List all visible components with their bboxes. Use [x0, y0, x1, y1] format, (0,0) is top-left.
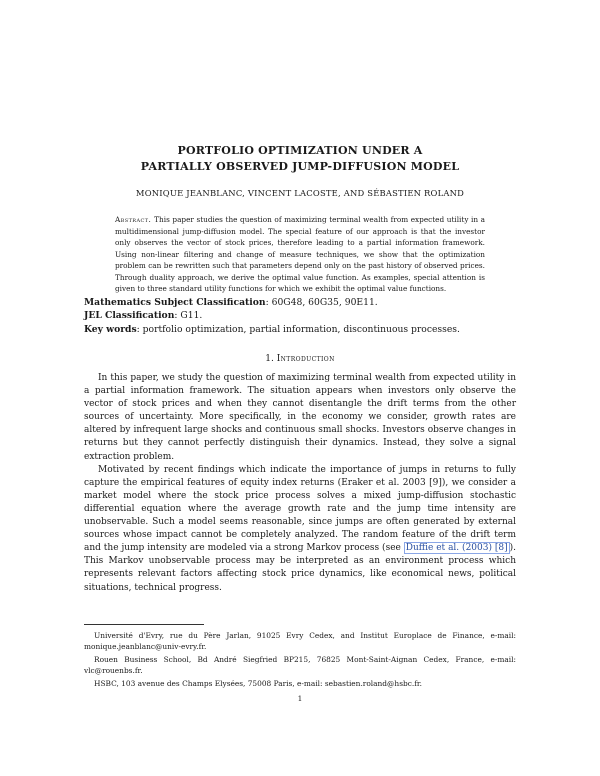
- abstract-label: Abstract.: [115, 215, 152, 224]
- section-heading: [0, 354, 600, 364]
- title-line-1: PORTFOLIO OPTIMIZATION UNDER A: [177, 144, 423, 157]
- footnotes: [84, 630, 516, 691]
- footnote-2: Rouen Business School, Bd André Siegfried BP215, 76825 Mont-Saint-Aignan Cedex, France, e-mail: vlc@rouenbs.fr.: [84, 655, 516, 675]
- jel-label: JEL Classification: [84, 310, 175, 322]
- keywords-label: Key words: [84, 323, 137, 335]
- msc-value: : 60G48, 60G35, 90E11.: [265, 297, 378, 308]
- section-number: 1.: [265, 354, 274, 364]
- footnote-divider: [84, 624, 204, 625]
- abstract: [115, 214, 485, 295]
- section-title: Introduction: [276, 354, 335, 364]
- jel-line: [84, 309, 524, 322]
- paragraph-2: [84, 464, 516, 595]
- abstract-text: This paper studies the question of maximizing terminal wealth from expected utility in a multidimensional jump-diffusion model. The special feature of our approach is that the investor only observes the vector of stock prices, therefore leading to a partial information framework. Using non-linear filtering and change of measure techniques, we show that the optimization problem can be rewritten such that parameters depend only on the past history of observed prices. Through duality approach, we derive the optimal value function. As examples, special attention is given to three standard utility functions for which we exhibit the optimal value functions.: [115, 215, 485, 293]
- citation-link-duffie[interactable]: Duffie et al. (2003) [8]: [405, 543, 508, 554]
- paragraph-2-part-a: Motivated by recent findings which indicate the importance of jumps in returns to fully capture the empirical features of equity index returns (Eraker et al. 2003 [9]), we consider a market model where the stock price process solves a mixed jump-diffusion stochastic differential equation where the average growth rate and the jump time intensity are unobservable. Such a model seems reasonable, since jumps are often generated by external sources whose impact cannot be completely analyzed. The random feature of the drift term and the jump intensity are modeled via a strong Markov process (see: [84, 464, 516, 554]
- msc-line: [84, 296, 524, 309]
- msc-label: Mathematics Subject Classification: [84, 297, 266, 308]
- introduction-body: [84, 372, 516, 595]
- title-line-2: PARTIALLY OBSERVED JUMP-DIFFUSION MODEL: [140, 160, 460, 173]
- footnote-3: HSBC, 103 avenue des Champs Elysées, 75008 Paris, e-mail: sebastien.roland@hsbc.fr.: [94, 679, 423, 688]
- paragraph-2-part-b: ). This Markov unobservable process may be interpreted as an environment process which represents relevant factors affecting stock price dynamics, like economical news, political situations, technical progress.: [84, 543, 516, 593]
- paragraph-1: In this paper, we study the question of maximizing terminal wealth from expected utility in a partial information framework. The situation appears when investors only observe the vector of stock prices and when they cannot disentangle the drift terms from the other sources of uncertainty. More specifically, in the economy we consider, growth rates are altered by infrequent large shocks and continuous small shocks. Investors observe changes in returns but they cannot perfectly distinguish their dynamics. Instead, they solve a signal extraction problem.: [84, 373, 516, 462]
- paper-title: [0, 143, 600, 175]
- jel-value: : G11.: [174, 310, 203, 322]
- page-number: 1: [297, 694, 303, 703]
- author-list: MONIQUE JEANBLANC, VINCENT LACOSTE, AND SÉBASTIEN ROLAND: [135, 188, 465, 198]
- classification-block: [84, 296, 524, 336]
- keywords-value: : portfolio optimization, partial information, discontinuous processes.: [136, 323, 460, 335]
- keywords-line: [84, 323, 524, 336]
- footnote-1: Université d'Evry, rue du Père Jarlan, 91025 Evry Cedex, and Institut Europlace de Finance, e-mail: monique.jeanblanc@univ-evry.fr.: [84, 631, 516, 651]
